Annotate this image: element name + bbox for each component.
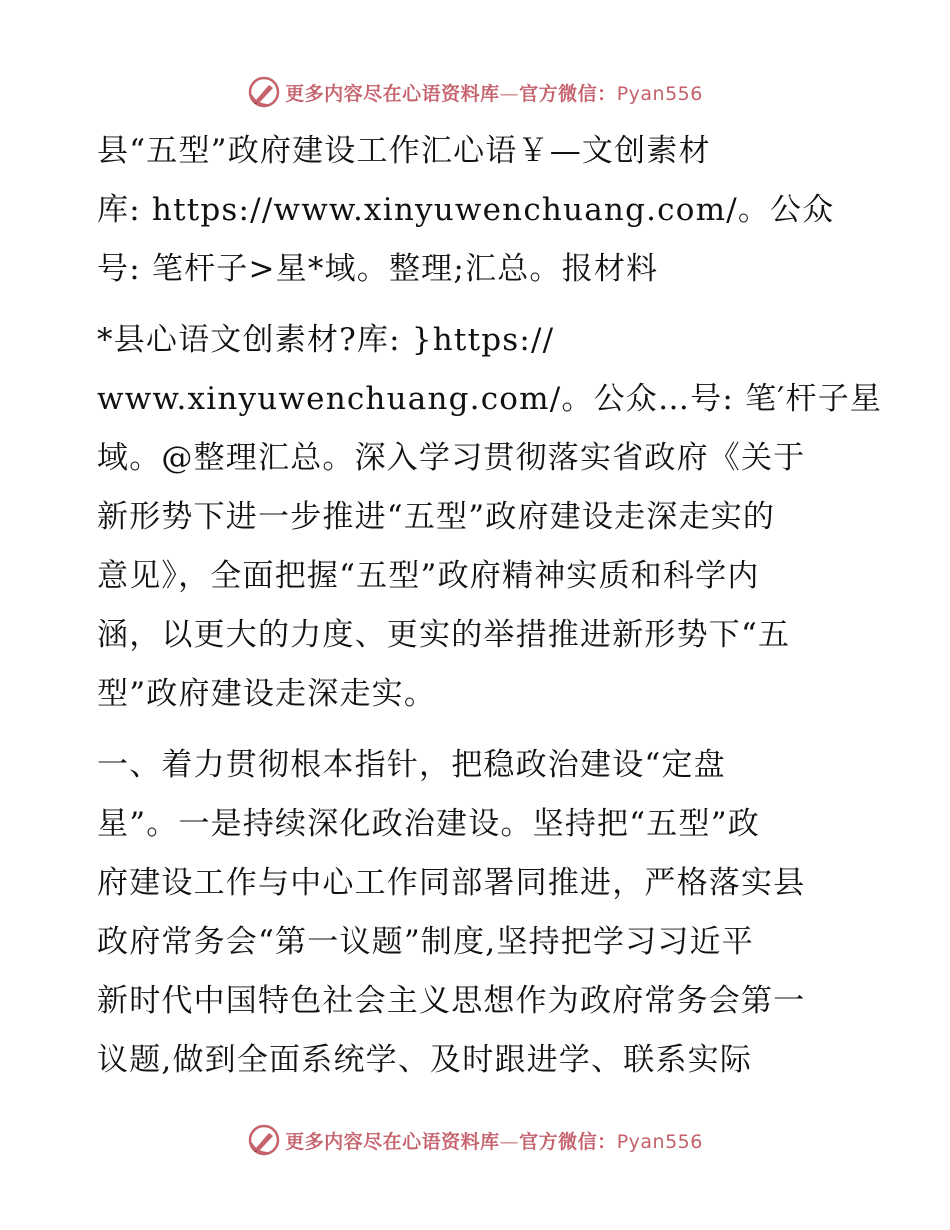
- paragraph-summary: [97, 311, 883, 724]
- banner-text: [285, 1127, 703, 1154]
- footer-banner: [0, 1120, 950, 1160]
- text-line: 政府常务会“第一议题”制度,坚持把学习习近平: [97, 924, 754, 960]
- text-line: www.xinyuwenchuang.com/。公众…号: 笔′杆子星: [97, 381, 883, 417]
- banner-separator: —: [499, 82, 520, 105]
- text-line: 型”政府建设走深走实。: [97, 676, 437, 712]
- text-line: 域。@整理汇总。深入学习贯彻落实省政府《关于: [97, 440, 806, 476]
- text-line: 库: https://www.xinyuwenchuang.com/。公众: [97, 192, 835, 228]
- document-body: [97, 122, 883, 1090]
- text-line: 新形势下进一步推进“五型”政府建设走深走实的: [97, 499, 776, 535]
- paragraph-section-one: [97, 736, 857, 1090]
- text-line: 府建设工作与中心工作同部署同推进，严格落实县: [97, 865, 806, 901]
- pen-logo-icon: [247, 75, 281, 109]
- banner-main-text: 更多内容尽在心语资料库: [285, 82, 500, 105]
- text-line: 号: 笔杆子>星*域。整理;汇总。报材料: [97, 251, 659, 287]
- banner-official-label: 官方微信：: [519, 82, 617, 105]
- text-line: 星”。一是持续深化政治建设。坚持把“五型”政: [97, 806, 760, 842]
- header-banner: [0, 72, 950, 112]
- banner-official-label: 官方微信：: [519, 1130, 617, 1153]
- banner-wechat-id: Pyan556: [616, 82, 703, 105]
- text-line: 县“五型”政府建设工作汇心语￥—文创素材: [97, 133, 711, 169]
- text-line: 意见》，全面把握“五型”政府精神实质和科学内: [97, 558, 760, 594]
- text-line: 议题,做到全面系统学、及时跟进学、联系实际: [97, 1042, 753, 1078]
- banner-main-text: 更多内容尽在心语资料库: [285, 1130, 500, 1153]
- text-line: *县心语文创素材?库: }https://: [97, 322, 555, 358]
- text-line: 涵，以更大的力度、更实的举措推进新形势下“五: [97, 617, 791, 653]
- text-line: 新时代中国特色社会主义思想作为政府常务会第一: [97, 983, 806, 1019]
- banner-separator: —: [499, 1130, 520, 1153]
- banner-wechat-id: Pyan556: [616, 1130, 703, 1153]
- pen-logo-icon: [247, 1123, 281, 1157]
- paragraph-intro: [97, 122, 857, 299]
- text-line: 一、着力贯彻根本指针，把稳政治建设“定盘: [97, 747, 726, 783]
- banner-text: [285, 79, 703, 106]
